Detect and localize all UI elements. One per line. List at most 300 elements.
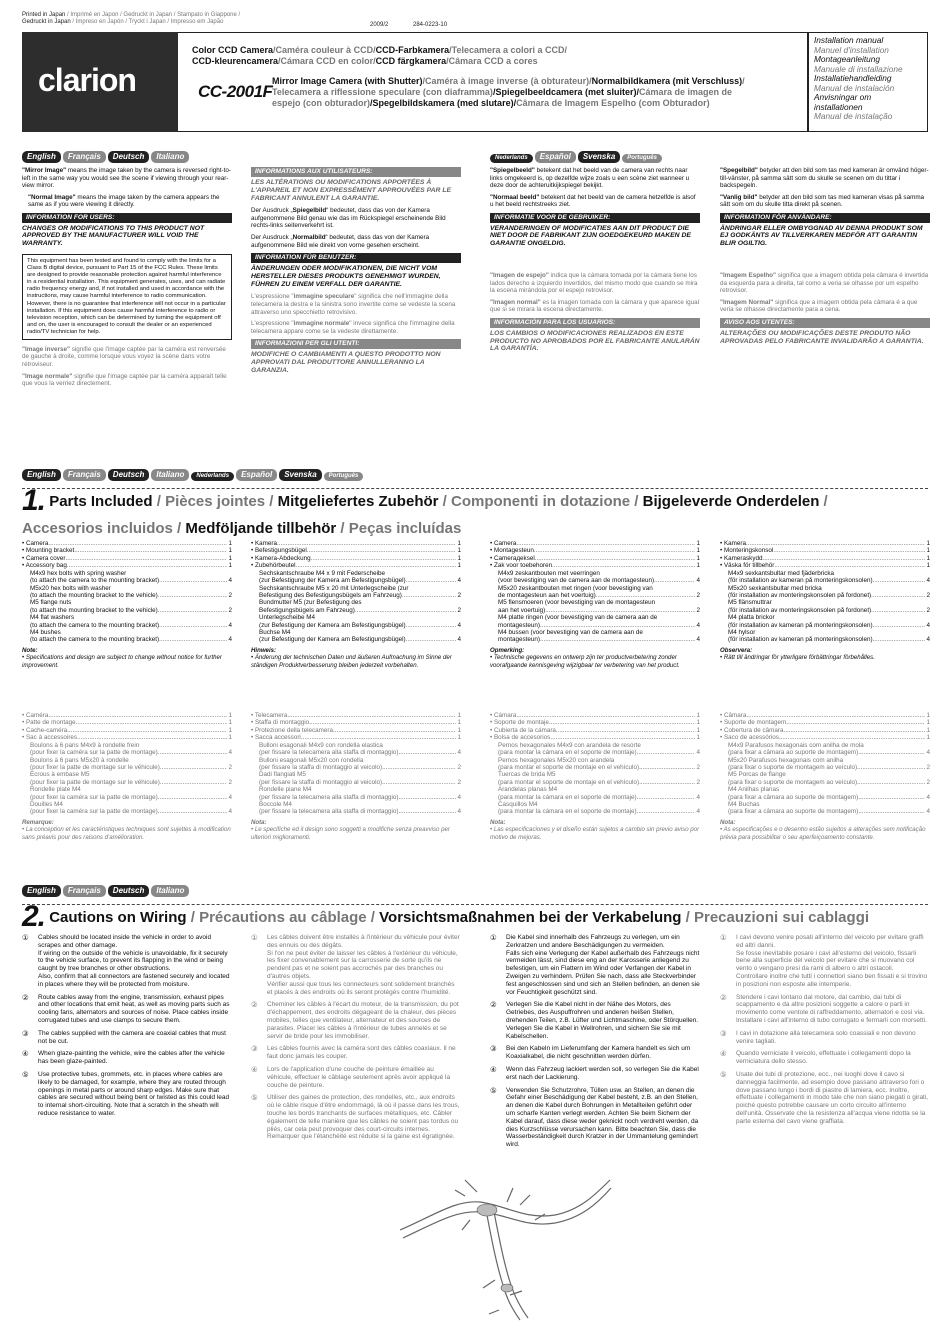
part-label: • Soporte de montaje <box>490 719 549 726</box>
es-mirror-term: "Imagen de espejo" <box>490 272 549 280</box>
part-label: (zur Befestigung der Kamera am Befestigungsbügel) <box>259 621 406 629</box>
leader-dots <box>160 764 228 771</box>
lang-tags-section1 <box>22 469 365 481</box>
part-item <box>22 742 232 749</box>
part-label: • Sac à accessoires <box>22 734 77 741</box>
part-qty: 1 <box>926 547 930 555</box>
part-label: M4 platta brickor <box>728 614 775 622</box>
part-qty: 1 <box>926 726 930 734</box>
caution-text: Verlegen Sie die Kabel nicht in der Nähe des Motors, des Getriebes, des Auspuffrohren und anderen heißen Stellen, drehenden Teilen, z.B. Lüfter und Lichtmaschine, oder Störquellen. Verlegen Sie die Kabel in Wellrohren, und sichern Sie sie mit Kabelschellen. <box>506 1001 699 1040</box>
print-code: 284-0223-10 <box>413 22 448 28</box>
part-item <box>490 771 700 778</box>
part-qty: 4 <box>696 636 700 644</box>
caution-item <box>251 1094 461 1141</box>
part-qty: 2 <box>228 591 232 599</box>
part-item <box>251 570 461 577</box>
part-qty: 2 <box>926 763 930 771</box>
part-item <box>720 719 930 726</box>
part-qty: 4 <box>926 636 930 644</box>
section2-title-segment: Cautions on Wiring <box>49 909 187 926</box>
part-label: (para montar la cámara en el soporte de montaje) <box>498 793 637 801</box>
part-label: Casquillos M4 <box>498 801 538 809</box>
part-label: Buchse M4 <box>259 629 291 637</box>
note-body: • Änderung der technischen Daten und äußeren Aufmachung im Sinne der ständigen Produktverbesserung bleiben jederzeit vorbehalten. <box>251 654 452 669</box>
part-qty: 2 <box>457 606 461 614</box>
part-item <box>720 749 930 756</box>
part-label: montagesteun) <box>498 636 541 644</box>
part-qty: 2 <box>696 591 700 599</box>
part-qty: 1 <box>696 547 700 555</box>
part-item <box>720 614 930 621</box>
de-mirror-term: Spiegelbild <box>292 207 327 215</box>
part-qty: 2 <box>457 591 461 599</box>
part-item <box>22 629 232 636</box>
part-label: (para fixar a câmara ao suporte de montagem) <box>728 808 859 816</box>
note-head: Nota: <box>720 818 736 826</box>
leader-dots <box>160 779 228 786</box>
section2-title <box>49 909 869 926</box>
part-label: (pour fixer la patte de montage sur le véhicule) <box>30 763 160 771</box>
part-label: (para montar la cámara en el soporte de montaje) <box>498 749 637 757</box>
section1-title-segment: / Pièces jointes / <box>152 493 278 510</box>
de-normal-text: “ bedeutet, dass das von der Kamera aufgenommene Bild wie direkt von vorne gesehen erscheint. <box>251 233 430 249</box>
intro-english <box>22 167 232 392</box>
part-label: M5x20 sexkantsbultar med bricka <box>728 584 822 592</box>
title-segment: Normalbildkamera (mit Verschluss) <box>591 76 743 86</box>
part-label: • Mounting bracket <box>22 547 74 554</box>
pt-warning-head: AVISO AOS UTENTES: <box>720 318 930 328</box>
note-head: Nota: <box>251 818 267 826</box>
title-segment: Mirror Image Camera (with Shutter) <box>272 76 423 86</box>
part-label: (för installation av kameran på monteringskonsolen) <box>728 577 873 585</box>
de-mirror-pre: Der Ausdruck „ <box>251 207 293 215</box>
part-item <box>22 562 232 569</box>
sv-normal-text: betyder att den bild som tas med kameran visas på samma sätt som om du skulle titta direkt på scenen. <box>720 193 925 209</box>
part-label: • Camera cover <box>22 555 66 562</box>
part-label: • Cache-caméra <box>22 727 67 734</box>
caution-number: ① <box>720 933 727 942</box>
leader-dots <box>67 727 227 734</box>
intro-nl-es <box>490 167 700 353</box>
part-qty: 2 <box>228 778 232 786</box>
part-label: M5x20 Parafusos hexagonais com anilha <box>728 756 844 764</box>
part-qty: 1 <box>926 554 930 562</box>
part-label: • Cámara <box>490 712 516 719</box>
fr-normal-text: signifie que l'image captée par la caméra apparaît telle que vous la verriez directement. <box>22 372 227 388</box>
caution-item <box>22 1071 232 1118</box>
leader-dots <box>774 562 925 569</box>
part-qty: 2 <box>696 606 700 614</box>
leader-dots <box>77 734 227 741</box>
caution-number: ⑤ <box>251 1093 258 1103</box>
part-qty: 2 <box>696 763 700 771</box>
part-item <box>22 794 232 801</box>
title-segment: /Caméra couleur à CCD/ <box>273 45 376 55</box>
title-segment: Color CCD Camera <box>192 45 274 55</box>
title-line <box>272 98 812 109</box>
part-label: (to attach the mounting bracket to the vehicle) <box>30 591 158 599</box>
caution-text: Falls sich eine Verlegung der Kabel außerhalb des Fahrzeugs nicht vermeiden lässt, sind diese eng an der Karosserie anliegend zu befestigen, um ein Flattern im Wind oder Verfangen der Kabel in Zweigen zu verhindern. Prüfen Sie nach, dass alle Steckverbinder fest angeschlossen sind und sich an Stellen befinden, an denen sie vor Feuchtigkeit geschützt sind. <box>506 949 700 996</box>
part-qty: 2 <box>457 763 461 771</box>
tag-nederlands: Nederlands <box>490 154 533 163</box>
part-item <box>720 562 930 569</box>
part-item <box>22 757 232 764</box>
part-label: M5 flensmoeren (voor bevestiging van de montagesteun <box>498 599 656 607</box>
part-qty: 1 <box>228 734 232 742</box>
note-body: • Las especificaciones y el diseño están sujetos a cambio sin previo aviso por motivo de mejoras. <box>490 826 700 841</box>
caution-text: Stendere i cavi lontano dal motore, dal cambio, dai tubi di scappamento e da altre posizioni soggette a calore o parti in movimento come ventole di raffreddamento, alternatori e così via. Installare i cavi all'interno di tubo corrugato e fermarli con morsetti. <box>736 993 927 1024</box>
part-item <box>490 562 700 569</box>
caution-number: ③ <box>22 1028 29 1038</box>
leader-dots <box>773 547 925 554</box>
part-item <box>251 742 461 749</box>
part-qty: 4 <box>457 808 461 816</box>
fr-warning-body: LES ALTÉRATIONS OU MODIFICATIONS APPORTÉES À L'APPAREIL ET NON EXPRESSÉMENT APPROUVÉES PAR LE FABRICANT ANNULENT LA GARANTIE. <box>251 178 452 202</box>
part-qty: 4 <box>696 621 700 629</box>
caution-item <box>22 1030 232 1046</box>
part-item <box>720 636 930 643</box>
section1-title-segment: / <box>172 519 186 537</box>
part-label: (per fissare la telecamera alla staffa di montaggio) <box>259 793 399 801</box>
caution-text: I cavi devono venire posati all'interno del veicolo per evitare graffi ed altri danni. <box>736 934 924 949</box>
part-label: M4 Buchas <box>728 801 760 809</box>
caution-item <box>720 1030 930 1046</box>
title-line <box>192 56 567 67</box>
pt-normal-term: "Imagem Normal" <box>720 298 774 306</box>
part-item <box>251 712 461 719</box>
caution-text: I cavi in dotazione alla telecamera solo coassiali e non devono venire tagliati. <box>736 1029 916 1045</box>
part-label: M4x9 sexkantsbultar med fjäderbricka <box>728 569 835 577</box>
part-item <box>251 555 461 562</box>
note-body: • Rätt till ändringar för ytterligare förbättringar förbehålles. <box>720 654 875 662</box>
part-item <box>720 764 930 771</box>
fcc-statement: This equipment has been tested and found to comply with the limits for a Class B digital device, pursuant to Part 15 of the FCC Rules. These limits are designed to provide reasonable protection against harmful interference in a residential installation. This equipment generates, uses, and can radiate radio frequency energy and, if not installed and used in accordance with the instructions, may cause harmful interference to radio communication. However, there is no guarantee that interference will not occur in a particular installation. If this equipment does cause harmful interference to radio or television reception, which can be determined by turning the equipment off and on, the user is encouraged to consult the dealer or an experienced radio/TV technician for help. <box>22 254 232 340</box>
en-normal-text: means the image taken by the camera appears the same as if you were viewing it directly. <box>28 193 220 209</box>
title-line <box>272 76 812 87</box>
part-label: (zur Befestigung der Kamera am Befestigungsbügel) <box>259 636 406 644</box>
print-line2b: / Impreso en Japón / Tryckt i Japan / Impresso em Japão <box>70 19 224 26</box>
part-label: Rondelle plate M4 <box>30 786 81 794</box>
caution-item <box>720 1071 930 1126</box>
part-label: • Caméra <box>22 712 48 719</box>
part-item <box>22 555 232 562</box>
part-qty: 1 <box>696 719 700 727</box>
parts-list <box>22 540 232 644</box>
title-segment: Câmara de Imagem Espelho (com Obturador) <box>516 97 710 108</box>
part-item <box>490 570 700 577</box>
caution-text: Cables should be located inside the vehicle in order to avoid scrapes and other damage. <box>38 934 212 949</box>
parts-list <box>720 540 930 644</box>
it-normal-text: " invece significa che l'immagine della telecamera appare come se la vedeste direttamente. <box>251 320 455 335</box>
part-qty: 1 <box>457 562 461 570</box>
caution-text: Utiliser des gaines de protection, des rondelles, etc., aux endroits où le câble risque d'être endommagé, là où il passe dans les trous, touche les bords tranchants de surfaces métalliques, etc. Câbler également de telle manière que les câbles ne soient pas tordus ou pliés, car cela peut provoquer des court-circuits internes. Remarquer que l'étanchéité est réduite si la gaine est égratignée. <box>267 1094 460 1141</box>
leader-dots <box>158 592 228 599</box>
cautions-it <box>720 934 930 1131</box>
part-label: • Zak voor toebehoren <box>490 562 552 569</box>
part-qty: 4 <box>457 621 461 629</box>
title-segment: /Câmara CCD a cores <box>446 55 538 66</box>
caution-list <box>490 934 700 1149</box>
part-item <box>490 592 700 599</box>
section1-title-segment: Medföljande tillbehör <box>185 519 337 537</box>
leader-dots <box>535 555 696 562</box>
part-qty: 1 <box>228 719 232 727</box>
part-item <box>22 577 232 584</box>
part-qty: 1 <box>926 540 930 547</box>
caution-text: Si l'on ne peut éviter de laisser les câbles à l'extérieur du véhicule, les fixer convenablement sur la carrosserie de sorte qu'ils ne pendent pas et ne soient pas accrochés par des branches ou d'autres objets. <box>267 949 458 980</box>
product-title-bottom <box>272 76 812 108</box>
part-item <box>22 570 232 577</box>
tag-svenska: Svenska <box>279 469 321 481</box>
part-item <box>490 749 700 756</box>
part-label: • Sacca accessori <box>251 734 301 741</box>
manual-title: Manuel d'installation <box>814 44 889 55</box>
part-qty: 2 <box>228 763 232 771</box>
leader-dots <box>277 540 456 547</box>
part-item <box>720 757 930 764</box>
part-qty: 2 <box>457 778 461 786</box>
leader-dots <box>779 734 926 741</box>
part-label: • Befestigungsbügel <box>251 547 307 554</box>
part-item <box>251 771 461 778</box>
part-qty: 4 <box>228 749 232 757</box>
leader-dots <box>406 636 457 643</box>
part-qty: 1 <box>228 547 232 555</box>
part-item <box>720 712 930 719</box>
manual-title: Montageanleitung <box>814 54 880 65</box>
part-label: M4 bushes <box>30 629 61 637</box>
leader-dots <box>309 719 456 726</box>
part-label: • Camerадeksel <box>490 555 535 562</box>
part-item <box>490 779 700 786</box>
part-item <box>251 801 461 808</box>
part-item <box>490 727 700 734</box>
part-item <box>22 727 232 734</box>
caution-item <box>720 994 930 1025</box>
brand-block <box>22 32 178 132</box>
title-segment: CCD-kleurencamera <box>192 55 279 66</box>
part-item <box>720 727 930 734</box>
leader-dots <box>540 636 695 643</box>
part-label: • Montagesteun <box>490 547 534 554</box>
title-line <box>272 87 812 98</box>
part-qty: 2 <box>926 606 930 614</box>
part-item <box>490 801 700 808</box>
part-label: M4 hylsor <box>728 629 756 637</box>
part-item <box>720 570 930 577</box>
leader-dots <box>333 727 456 734</box>
caution-item <box>490 1045 700 1061</box>
part-label: (to attach the camera to the mounting bracket) <box>30 621 160 629</box>
part-qty: 1 <box>926 712 930 719</box>
caution-item <box>490 1001 700 1040</box>
part-label: • Protezione della telecamera <box>251 727 333 734</box>
nl-warning-head: INFORMATIE VOOR DE GEBRUIKER: <box>490 213 700 223</box>
part-label: (para fixar o suporte de montagem ao veículo) <box>728 763 858 771</box>
part-label: • Câmara <box>720 712 746 719</box>
manual-title: Manual de instalação <box>814 111 893 122</box>
lang-tags-top-left <box>22 151 191 163</box>
part-label: (para fixar a câmara ao suporte de montagem) <box>728 749 859 757</box>
title-segment: Cámara de imagen de <box>639 86 733 97</box>
part-label: (per fissare la staffa di montaggio al veicolo) <box>259 778 383 786</box>
part-item <box>251 719 461 726</box>
title-segment: /Spiegelbeeldcamera (met sluiter)/ <box>492 86 639 97</box>
leader-dots <box>550 734 695 741</box>
leader-dots <box>159 636 227 643</box>
nl-mirror-term: "Spiegelbeeld" <box>490 167 535 174</box>
caution-text: Die Kabel sind innerhalb des Fahrzeugs zu verlegen, um ein Zerkratzen und andere Beschädigungen zu vermeiden. <box>506 934 680 949</box>
de-mirror-text: “ bedeutet, dass das von der Kamera aufgenommene Bild genau wie das im Rückspiegel erscheinende Bild rechts-links seitenverkehrt ist. <box>251 207 446 230</box>
caution-number: ② <box>251 1000 258 1010</box>
part-qty: 4 <box>926 749 930 757</box>
part-label: • Bolsa de accesorios <box>490 734 550 741</box>
caution-number: ⑤ <box>490 1085 497 1095</box>
pt-mirror-text: significa que a imagem obtida pela câmara é invertida da esquerda para a direita, tal como a veria se olhasse por um espelho retrovisor. <box>720 272 929 295</box>
part-label: (per fissare la staffa di montaggio al veicolo) <box>259 763 383 771</box>
caution-item <box>251 1045 461 1061</box>
leader-dots <box>66 555 228 562</box>
leader-dots <box>382 779 456 786</box>
caution-item <box>22 994 232 1025</box>
part-label: M5x20 hex bolts with washer <box>30 584 111 592</box>
part-qty: 1 <box>457 719 461 727</box>
leader-dots <box>287 712 456 719</box>
part-item <box>720 547 930 554</box>
title-segment: Telecamera a riflessione speculare (con diaframma) <box>272 86 493 97</box>
part-item <box>720 592 930 599</box>
part-item <box>490 734 700 741</box>
tag-english: English <box>22 885 61 897</box>
part-label: Tuercas de brida M5 <box>498 771 556 779</box>
tag-italiano: Italiano <box>151 151 189 163</box>
part-label: (pour fixer la caméra sur la patte de montage) <box>30 808 158 816</box>
part-item <box>720 779 930 786</box>
part-qty: 4 <box>228 636 232 644</box>
en-normal-term: "Normal Image" <box>28 193 76 201</box>
part-item <box>490 786 700 793</box>
note-head: Observera: <box>720 646 753 654</box>
part-item <box>490 555 700 562</box>
fr-normal-term: "Image normale" <box>22 372 73 380</box>
part-label: • Cobertura de câmara <box>720 727 783 734</box>
part-item <box>251 592 461 599</box>
note-body: • As especificações e o desenho estão sujeitos a alterações sem notificação prévia para possibilitar o seu aperfeiçoamento constante. <box>720 826 926 841</box>
part-label: M4 bussen (voor bevestiging van de camera aan de <box>498 629 643 637</box>
caution-text: Also, confirm that all connectors are fastened securely and located in places where they will be protected from moisture. <box>38 972 230 988</box>
section1-title-line2 <box>22 520 932 539</box>
part-qty: 1 <box>457 554 461 562</box>
part-label: M4x9 zeskantbouten met veerringen <box>498 569 600 577</box>
nl-normal-term: "Normaal beeld" <box>490 193 540 201</box>
caution-text: When glaze-painting the vehicle, wire the cables after the vehicle has been glaze-painted. <box>38 1050 225 1066</box>
part-item <box>251 577 461 584</box>
part-label: (zur Befestigung der Kamera am Befestigungsbügel) <box>259 577 406 585</box>
part-label: Ecrous à embase M5 <box>30 771 90 779</box>
leader-dots <box>159 622 227 629</box>
section1-heading <box>22 482 932 538</box>
part-label: Befestigungsbügels am Fahrzeug) <box>259 606 355 614</box>
part-label: (para montar la cámara en el soporte de montaje) <box>498 808 637 816</box>
part-item <box>22 592 232 599</box>
part-label: Sechskantschraube M5 x 20 mit Unterlegscheibe (zur <box>259 584 409 592</box>
part-item <box>720 734 930 741</box>
leader-dots <box>158 607 228 614</box>
part-label: • Patte de montage <box>22 719 76 726</box>
section2-title-segment: / Precauzioni sui cablaggi <box>681 909 870 926</box>
part-label: Arandelas planas M4 <box>498 786 558 794</box>
leader-dots <box>74 547 227 554</box>
section1-title-segment: Parts Included <box>49 493 153 510</box>
tag-portugues: Português <box>622 154 662 163</box>
leader-dots <box>762 555 925 562</box>
es-normal-text: es la imagen tomada con la cámara y que aparece igual que si se mirara la escena directamente. <box>490 298 699 314</box>
part-label: • Telecamera <box>251 712 287 719</box>
it-warning-body: MODIFICHE O CAMBIAMENTI A QUESTO PRODOTTO NON APPROVATI DAL PRODUTTORE ANNULLERANNO LA GARANZIA. <box>251 351 441 374</box>
part-qty: 1 <box>228 712 232 719</box>
part-item <box>22 749 232 756</box>
tag-deutsch: Deutsch <box>108 885 150 897</box>
print-line2a: Gedruckt in Japan <box>22 19 71 26</box>
part-label: Boulons à 6 pans M5x20 à rondelle <box>30 756 129 764</box>
part-item <box>490 614 700 621</box>
note-body: • Specifications and design are subject to change without notice for further improvement. <box>22 654 222 669</box>
part-qty: 1 <box>228 540 232 547</box>
leader-dots <box>301 734 457 741</box>
part-item <box>22 712 232 719</box>
es-mirror-text: indica que la cámara tomada por la cámara tiene los lados derecho a izquierdo invertidos, del mismo modo que cuando se mira la escena mirándola por el espejo retrovisor. <box>490 272 698 295</box>
title-segment: /Caméra à image inverse (à obturateur)/ <box>422 76 592 86</box>
part-item <box>251 757 461 764</box>
leader-dots <box>858 749 925 756</box>
nl-normal-text: betekent dat het beeld van de camera hetzelfde is alsof u het beeld rechtstreeks ziet. <box>490 193 696 209</box>
part-label: Pernos hexagonales M4x9 con arandela de resorte <box>498 741 641 749</box>
part-label: • Saco de acessórios <box>720 734 779 741</box>
leader-dots <box>158 794 228 801</box>
part-label: • Staffa di montaggio <box>251 719 309 726</box>
leader-dots <box>311 555 457 562</box>
part-item <box>720 585 930 592</box>
part-item <box>490 577 700 584</box>
part-item <box>251 749 461 756</box>
manual-title: Manual de instalación <box>814 82 895 93</box>
part-qty: 4 <box>457 749 461 757</box>
part-label: • Accessory bag <box>22 562 67 569</box>
caution-number: ③ <box>490 1044 497 1054</box>
es-normal-term: "Imagen normal" <box>490 298 541 306</box>
caution-list <box>251 934 461 1141</box>
part-qty: 4 <box>228 808 232 816</box>
part-label: (to attach the camera to the mounting bracket) <box>30 577 160 585</box>
caution-number: ④ <box>720 1049 727 1059</box>
part-item <box>22 607 232 614</box>
part-label: Bulloni esagonali M4x9 con rondella elastica <box>259 741 383 749</box>
parts-list <box>251 540 461 644</box>
leader-dots <box>399 749 457 756</box>
part-item <box>251 547 461 554</box>
fr-warning-head: INFORMATIONS AUX UTILISATEURS: <box>251 167 461 177</box>
it-warning-head: INFORMAZIONI PER GLI UTENTI: <box>251 339 461 349</box>
title-segment: /Telecamera a colori a CCD/ <box>449 45 567 55</box>
leader-dots <box>399 794 457 801</box>
intro-sv-pt <box>720 167 930 345</box>
caution-list <box>22 934 232 1118</box>
part-qty: 1 <box>696 712 700 719</box>
part-item <box>22 808 232 815</box>
caution-item <box>22 1050 232 1066</box>
part-label: M5x20 zeskantbouten met ringen (voor bevestiging van <box>498 584 653 592</box>
part-label: • Väska för tillbehör <box>720 562 774 569</box>
